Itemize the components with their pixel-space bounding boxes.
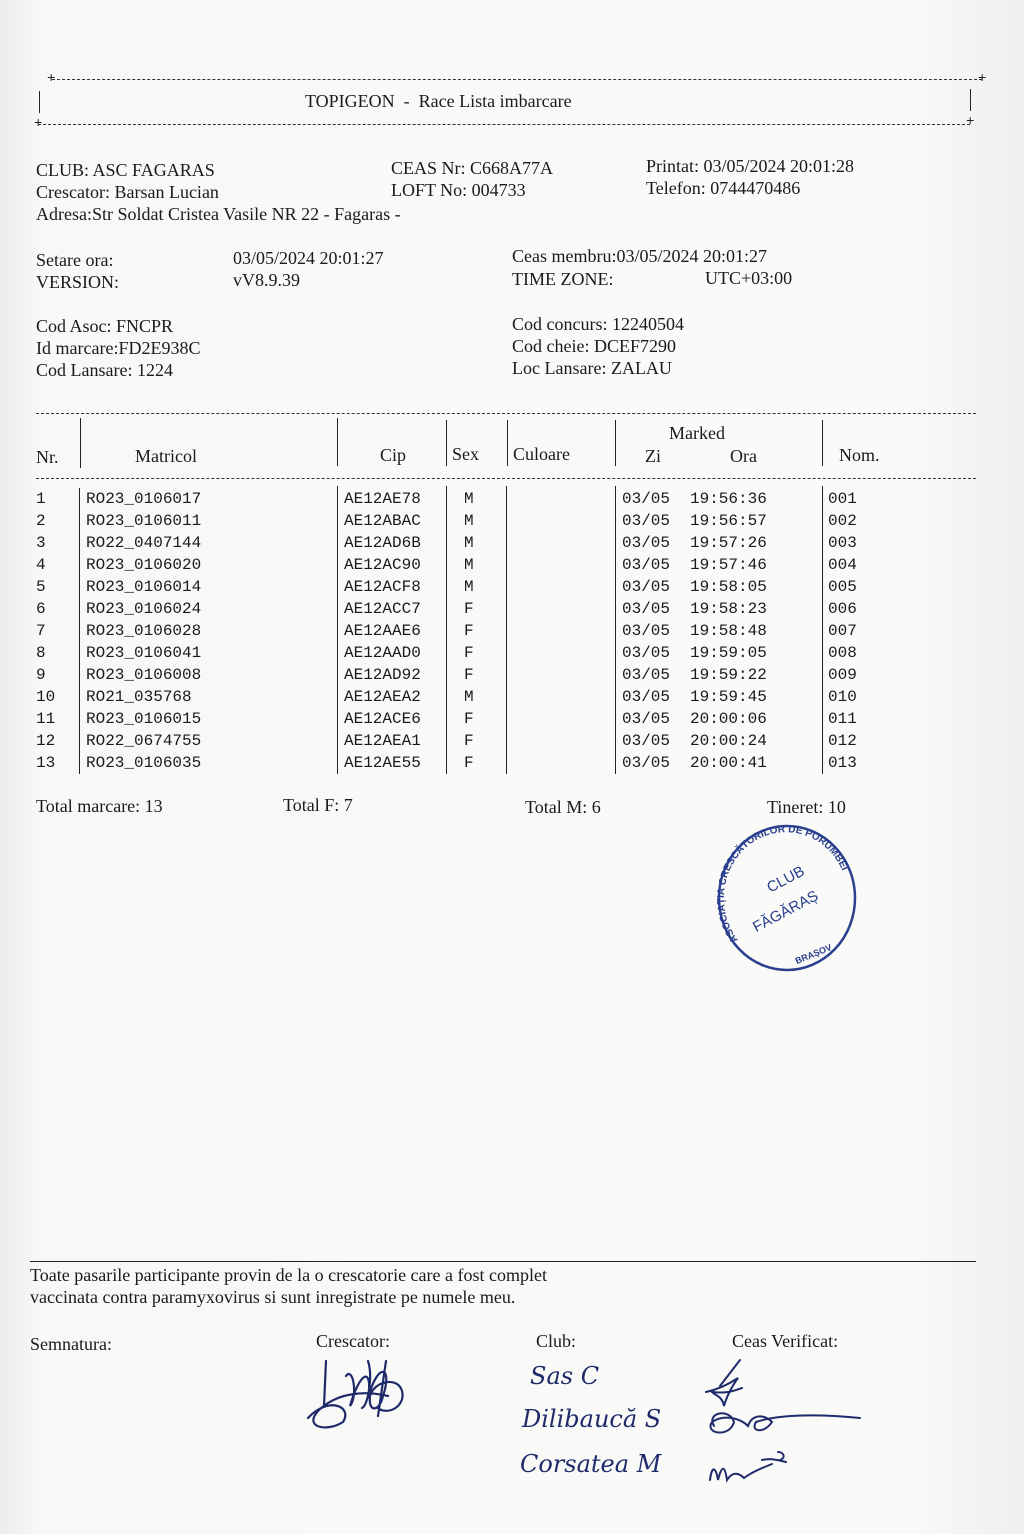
col-divider xyxy=(615,420,616,466)
signature-label: Semnatura: xyxy=(30,1334,112,1354)
row-nr: 9 xyxy=(36,666,46,684)
col-divider xyxy=(79,488,80,774)
row-zi: 03/05 xyxy=(622,490,671,508)
row-cip: AE12AAD0 xyxy=(344,644,421,662)
row-cip: AE12ACE6 xyxy=(344,710,421,728)
row-zi: 03/05 xyxy=(622,644,671,662)
row-nr: 10 xyxy=(36,688,56,706)
ceas-nr: CEAS Nr: C668A77A xyxy=(391,158,554,178)
row-cip: AE12AAE6 xyxy=(344,622,421,640)
stamp-bottom-text: BRAȘOV xyxy=(793,942,834,966)
row-sex: M xyxy=(464,512,474,530)
breeder-signature-label: Crescator: xyxy=(316,1331,390,1351)
row-sex: F xyxy=(464,600,474,618)
col-divider xyxy=(446,486,447,774)
row-cip: AE12AD6B xyxy=(344,534,421,552)
title-box-bottom-border xyxy=(38,124,970,125)
title-box-left-border xyxy=(39,91,40,113)
row-sex: M xyxy=(464,688,474,706)
row-sex: F xyxy=(464,644,474,662)
signature-sas xyxy=(706,1360,742,1406)
row-cip: AE12AC90 xyxy=(344,556,421,574)
row-matricol: RO23_0106011 xyxy=(86,512,202,530)
row-ora: 19:57:46 xyxy=(690,556,767,574)
clock-verified-label: Ceas Verificat: xyxy=(732,1331,839,1351)
row-sex: F xyxy=(464,710,474,728)
row-matricol: RO23_0106024 xyxy=(86,600,202,618)
row-nom: 006 xyxy=(828,600,857,618)
row-zi: 03/05 xyxy=(622,666,671,684)
row-ora: 19:58:48 xyxy=(690,622,767,640)
header-nom: Nom. xyxy=(839,445,880,465)
row-zi: 03/05 xyxy=(622,578,671,596)
version-value: vV8.9.39 xyxy=(233,270,300,290)
loft-number: LOFT No: 004733 xyxy=(391,180,526,200)
phone-number: Telefon: 0744470486 xyxy=(646,178,801,198)
row-nom: 009 xyxy=(828,666,857,684)
row-ora: 20:00:41 xyxy=(690,754,767,772)
box-corner: + xyxy=(966,114,975,130)
row-matricol: RO23_0106020 xyxy=(86,556,202,574)
time-zone-value: UTC+03:00 xyxy=(705,268,793,288)
clock-set-value: 03/05/2024 20:01:27 xyxy=(233,248,384,268)
row-matricol: RO23_0106015 xyxy=(86,710,202,728)
col-divider xyxy=(507,420,508,466)
row-ora: 19:59:45 xyxy=(690,688,767,706)
col-divider xyxy=(822,420,823,466)
declaration-line-1: Toate pasarile participante provin de la o crescatorie care a fost complet xyxy=(30,1265,547,1285)
total-marked: Total marcare: 13 xyxy=(36,796,163,816)
row-zi: 03/05 xyxy=(622,600,671,618)
row-nom: 008 xyxy=(828,644,857,662)
row-nr: 1 xyxy=(36,490,46,508)
col-divider xyxy=(822,486,823,774)
col-divider xyxy=(446,420,447,466)
box-corner: + xyxy=(47,71,56,87)
key-code: Cod cheie: DCEF7290 xyxy=(512,336,676,356)
row-ora: 19:59:05 xyxy=(690,644,767,662)
title-box-top-border xyxy=(52,79,982,80)
header-culoare: Culoare xyxy=(513,444,570,464)
signature-corsatea xyxy=(710,1452,786,1480)
header-marked: Marked xyxy=(669,423,725,443)
table-top-border xyxy=(36,413,976,414)
signature-dilibauca xyxy=(710,1413,860,1432)
stamp-ring-text: ASOCIAȚIA CRESCĂTORILOR DE PORUMBEI xyxy=(716,824,850,945)
row-nom: 001 xyxy=(828,490,857,508)
club-signer-name: Corsatea M xyxy=(520,1450,662,1478)
row-zi: 03/05 xyxy=(622,622,671,640)
race-code: Cod concurs: 12240504 xyxy=(512,314,684,334)
club-signer-name: Sas C xyxy=(530,1362,600,1390)
row-nr: 13 xyxy=(36,754,56,772)
col-divider xyxy=(615,486,616,774)
row-sex: F xyxy=(464,622,474,640)
row-sex: F xyxy=(464,666,474,684)
row-zi: 03/05 xyxy=(622,710,671,728)
report-title: TOPIGEON - Race Lista imbarcare xyxy=(305,91,572,111)
version-label: VERSION: xyxy=(36,272,120,292)
row-cip: AE12AEA1 xyxy=(344,732,421,750)
release-code: Cod Lansare: 1224 xyxy=(36,360,173,380)
header-nr: Nr. xyxy=(36,447,59,467)
row-matricol: RO23_0106028 xyxy=(86,622,202,640)
row-matricol: RO23_0106008 xyxy=(86,666,202,684)
row-nom: 005 xyxy=(828,578,857,596)
row-zi: 03/05 xyxy=(622,754,671,772)
row-cip: AE12AE55 xyxy=(344,754,421,772)
row-nom: 012 xyxy=(828,732,857,750)
total-male: Total M: 6 xyxy=(525,797,601,817)
release-location: Loc Lansare: ZALAU xyxy=(512,358,672,378)
col-divider xyxy=(80,418,81,468)
row-sex: M xyxy=(464,578,474,596)
row-nom: 003 xyxy=(828,534,857,552)
club-name: CLUB: ASC FAGARAS xyxy=(36,160,215,180)
box-corner: + xyxy=(978,71,987,87)
row-matricol: RO23_0106035 xyxy=(86,754,202,772)
club-signature-label: Club: xyxy=(536,1331,577,1351)
row-zi: 03/05 xyxy=(622,534,671,552)
row-cip: AE12ACF8 xyxy=(344,578,421,596)
header-matricol: Matricol xyxy=(135,446,197,466)
row-ora: 19:58:05 xyxy=(690,578,767,596)
assoc-code: Cod Asoc: FNCPR xyxy=(36,316,174,336)
row-matricol: RO23_0106014 xyxy=(86,578,202,596)
breeder-signature xyxy=(298,1356,418,1436)
row-ora: 20:00:06 xyxy=(690,710,767,728)
row-nom: 004 xyxy=(828,556,857,574)
marking-id: Id marcare:FD2E938C xyxy=(36,338,201,358)
club-stamp xyxy=(716,822,858,972)
club-signer-name: Dilibaucă S xyxy=(522,1405,662,1433)
stamp-center-town: FĂGĂRAȘ xyxy=(749,887,822,936)
row-matricol: RO23_0106041 xyxy=(86,644,202,662)
row-nr: 12 xyxy=(36,732,56,750)
row-ora: 19:56:36 xyxy=(690,490,767,508)
declaration-line-2: vaccinata contra paramyxovirus si sunt inregistrate pe numele meu. xyxy=(30,1287,516,1307)
row-zi: 03/05 xyxy=(622,688,671,706)
header-cip: Cip xyxy=(380,445,407,465)
row-nr: 3 xyxy=(36,534,46,552)
header-ora: Ora xyxy=(730,446,757,466)
row-nom: 011 xyxy=(828,710,857,728)
row-nr: 8 xyxy=(36,644,46,662)
table-header-border xyxy=(36,478,976,479)
stamp-center-club: CLUB xyxy=(764,862,808,897)
row-nr: 4 xyxy=(36,556,46,574)
row-nr: 2 xyxy=(36,512,46,530)
col-divider xyxy=(337,486,338,774)
col-divider xyxy=(337,418,338,466)
row-zi: 03/05 xyxy=(622,556,671,574)
row-zi: 03/05 xyxy=(622,512,671,530)
header-sex: Sex xyxy=(452,444,479,464)
row-ora: 19:58:23 xyxy=(690,600,767,618)
row-sex: F xyxy=(464,754,474,772)
row-matricol: RO21_035768 xyxy=(86,688,192,706)
row-ora: 19:59:22 xyxy=(690,666,767,684)
header-zi: Zi xyxy=(645,446,661,466)
total-young: Tineret: 10 xyxy=(767,797,846,817)
row-nom: 007 xyxy=(828,622,857,640)
row-nom: 010 xyxy=(828,688,857,706)
row-nr: 11 xyxy=(36,710,56,728)
row-cip: AE12AEA2 xyxy=(344,688,421,706)
row-cip: AE12ACC7 xyxy=(344,600,421,618)
footer-rule xyxy=(30,1261,976,1262)
col-divider xyxy=(506,486,507,774)
row-zi: 03/05 xyxy=(622,732,671,750)
row-sex: M xyxy=(464,490,474,508)
total-female: Total F: 7 xyxy=(283,795,353,815)
row-sex: M xyxy=(464,534,474,552)
club-signer-signatures xyxy=(700,1356,900,1496)
title-box-right-border xyxy=(970,89,971,111)
row-sex: F xyxy=(464,732,474,750)
row-nom: 013 xyxy=(828,754,857,772)
address: Adresa:Str Soldat Cristea Vasile NR 22 - Fagaras - xyxy=(36,204,401,224)
row-matricol: RO22_0674755 xyxy=(86,732,202,750)
time-zone-label: TIME ZONE: xyxy=(512,269,614,289)
row-cip: AE12ABAC xyxy=(344,512,421,530)
row-nom: 002 xyxy=(828,512,857,530)
row-matricol: RO22_0407144 xyxy=(86,534,202,552)
row-ora: 19:57:26 xyxy=(690,534,767,552)
row-nr: 5 xyxy=(36,578,46,596)
member-clock: Ceas membru:03/05/2024 20:01:27 xyxy=(512,246,767,266)
row-nr: 7 xyxy=(36,622,46,640)
clock-set-label: Setare ora: xyxy=(36,250,114,270)
row-sex: M xyxy=(464,556,474,574)
row-ora: 20:00:24 xyxy=(690,732,767,750)
box-corner: + xyxy=(34,116,43,132)
row-matricol: RO23_0106017 xyxy=(86,490,202,508)
printed-timestamp: Printat: 03/05/2024 20:01:28 xyxy=(646,156,855,176)
breeder-name: Crescator: Barsan Lucian xyxy=(36,182,219,202)
row-ora: 19:56:57 xyxy=(690,512,767,530)
row-cip: AE12AE78 xyxy=(344,490,421,508)
row-nr: 6 xyxy=(36,600,46,618)
row-cip: AE12AD92 xyxy=(344,666,421,684)
